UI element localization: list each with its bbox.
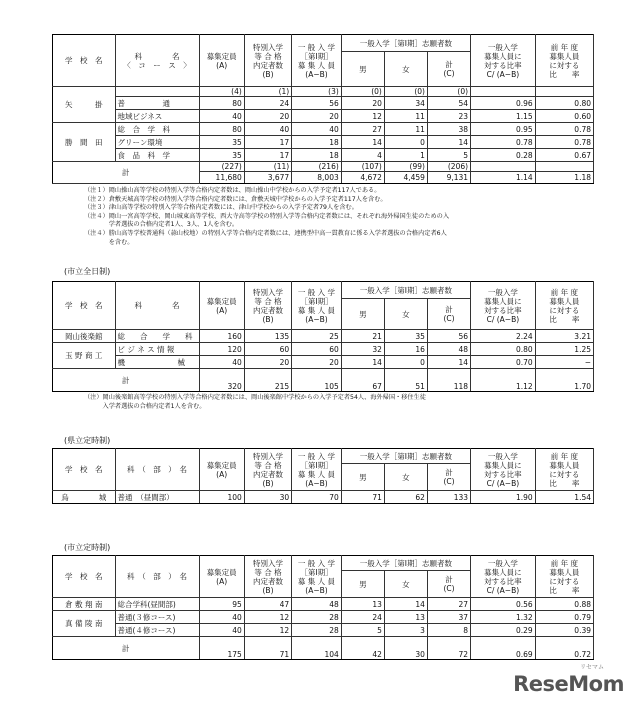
- sp-cell: 135: [244, 330, 291, 343]
- f-paren-cell: (0): [384, 87, 427, 97]
- school-name-cell: 矢 掛: [53, 87, 116, 123]
- f-cell: 0: [384, 136, 427, 149]
- cap-cell: 95: [199, 598, 244, 611]
- total-sp: 3,677: [244, 172, 291, 184]
- ratio-cell: 1.90: [471, 491, 536, 504]
- t-cell: 133: [427, 491, 470, 504]
- header-female: 女: [384, 464, 427, 491]
- total-prev: 1.70: [535, 369, 593, 392]
- header-female: 女: [384, 52, 427, 87]
- ratio-cell: [471, 87, 536, 97]
- total-cap: 320: [199, 369, 244, 392]
- m-cell: 32: [341, 343, 384, 356]
- course-cell: 総 合 学 科: [115, 123, 199, 136]
- m-cell: 14: [341, 356, 384, 369]
- school-name-cell: 烏 城: [53, 491, 116, 504]
- header-school: 学 校 名: [53, 35, 116, 87]
- header-special: 特別入学 等 合 格 内定者数 (B): [244, 282, 291, 330]
- ratio-cell: 0.29: [471, 624, 536, 637]
- t-cell: 27: [427, 598, 470, 611]
- prev-ratio-cell: [535, 87, 593, 97]
- t-cell: 37: [427, 611, 470, 624]
- header-male: 男: [341, 299, 384, 330]
- sp-cell: 47: [244, 598, 291, 611]
- table-row: [53, 491, 594, 504]
- cap-cell: 35: [199, 136, 244, 149]
- f-cell: 62: [384, 491, 427, 504]
- table-row: [53, 356, 594, 369]
- total-f: 30: [384, 637, 427, 660]
- cap-cell: 40: [199, 624, 244, 637]
- header-general: 一 般 入 学 ［第Ⅰ期］ 募 集 人 員 (A−B): [292, 556, 342, 598]
- header-female: 女: [384, 299, 427, 330]
- header-school: 学 校 名: [53, 449, 116, 491]
- sp-cell: 30: [244, 491, 291, 504]
- sp-cell: 60: [244, 343, 291, 356]
- total-t: 9,131: [427, 172, 470, 184]
- total-paren-f: (99): [384, 162, 427, 172]
- ratio-cell: 0.28: [471, 149, 536, 162]
- header-total: 計 (C): [427, 571, 470, 598]
- course-cell: 普通(４修コース): [115, 624, 199, 637]
- m-cell: 14: [341, 136, 384, 149]
- ratio-cell: 0.80: [471, 343, 536, 356]
- total-sp: 215: [244, 369, 291, 392]
- header-course: 科 （ 部 ） 名: [115, 556, 199, 598]
- cap-cell: 35: [199, 149, 244, 162]
- t-cell: 54: [427, 97, 470, 110]
- course-cell: 食 品 科 学: [115, 149, 199, 162]
- t-cell: 56: [427, 330, 470, 343]
- gen-cell: 18: [292, 136, 342, 149]
- f-cell: 3: [384, 624, 427, 637]
- sp-cell: 20: [244, 356, 291, 369]
- header-prev: 前 年 度 募集人員 に対する 比 率: [535, 282, 593, 330]
- school-name-cell: 岡山後楽館: [53, 330, 116, 343]
- gen-cell: 20: [292, 110, 342, 123]
- t-cell: 14: [427, 356, 470, 369]
- m-cell: 24: [341, 611, 384, 624]
- header-total: 計 (C): [427, 464, 470, 491]
- table-row: [53, 624, 594, 637]
- cap-cell: 160: [199, 330, 244, 343]
- school-name-cell: 勝 間 田: [53, 123, 116, 162]
- table-prefectural-fulltime: [52, 34, 594, 184]
- m-cell: 12: [341, 110, 384, 123]
- t-cell: 38: [427, 123, 470, 136]
- total-ratio: 1.12: [471, 369, 536, 392]
- t-cell: 48: [427, 343, 470, 356]
- total-m: 42: [341, 637, 384, 660]
- header-school: 学 校 名: [53, 282, 116, 330]
- course-cell: 普通(３修コース): [115, 611, 199, 624]
- m-cell: 20: [341, 97, 384, 110]
- m-cell: 13: [341, 598, 384, 611]
- cap-cell: 100: [199, 491, 244, 504]
- sp-cell: 17: [244, 149, 291, 162]
- gen-cell: 40: [292, 123, 342, 136]
- total-paren-prev: [535, 162, 593, 172]
- gen-cell: 28: [292, 611, 342, 624]
- total-label: 計: [53, 637, 200, 660]
- gen-cell: 18: [292, 149, 342, 162]
- cap-cell: 40: [199, 110, 244, 123]
- total-t: 118: [427, 369, 470, 392]
- total-ratio: 1.14: [471, 172, 536, 184]
- school-name-cell: 玉 野 商 工: [53, 343, 116, 369]
- table-row: [53, 330, 594, 343]
- table-city-parttime: [52, 555, 594, 660]
- table2-notes: （注）岡山後楽館高等学校の特別入学等合格内定者数には、岡山後楽館中学校からの入学予定者54人、海外帰国・移住生徒 入学者選抜の合格内定者1人を含む。: [84, 394, 426, 410]
- prev-cell: 0.79: [535, 611, 593, 624]
- section-label-city-fulltime: (市立全日制): [64, 267, 111, 276]
- prev-cell: 0.78: [535, 136, 593, 149]
- prev-cell: 3.21: [535, 330, 593, 343]
- gen-cell: 56: [292, 97, 342, 110]
- table-row: [53, 136, 594, 149]
- total-paren-cap: (227): [199, 162, 244, 172]
- total-prev: 0.72: [535, 637, 593, 660]
- ratio-cell: 0.70: [471, 356, 536, 369]
- m-paren-cell: (0): [341, 87, 384, 97]
- gen-cell: 28: [292, 624, 342, 637]
- sp-cell: 17: [244, 136, 291, 149]
- table-row: [53, 149, 594, 162]
- f-cell: 16: [384, 343, 427, 356]
- gen-cell: 48: [292, 598, 342, 611]
- ratio-cell: 0.56: [471, 598, 536, 611]
- total-row: [53, 162, 594, 172]
- t-cell: 5: [427, 149, 470, 162]
- course-cell: ビ ジ ネ ス 情 報: [115, 343, 199, 356]
- cap-cell: 80: [199, 97, 244, 110]
- total-cap: 11,680: [199, 172, 244, 184]
- header-general: 一 般 入 学 ［第Ⅰ期］ 募 集 人 員 (A−B): [292, 35, 342, 87]
- header-row: [53, 282, 594, 299]
- course-cell: グリーン環境: [115, 136, 199, 149]
- header-school: 学 校 名: [53, 556, 116, 598]
- gen-paren-cell: (3): [292, 87, 342, 97]
- ratio-cell: 0.96: [471, 97, 536, 110]
- m-cell: 5: [341, 624, 384, 637]
- header-ratio: 一般入学 募集人員に 対する比率 C/ (A−B): [471, 282, 536, 330]
- resemom-logo: ReseMom: [513, 672, 624, 696]
- ratio-cell: 1.15: [471, 110, 536, 123]
- t-cell: 23: [427, 110, 470, 123]
- total-f: 4,459: [384, 172, 427, 184]
- sp-paren-cell: (1): [244, 87, 291, 97]
- course-cell: 地域ビジネス: [115, 110, 199, 123]
- header-course: 科 名: [115, 282, 199, 330]
- table1-notes: （注１）岡山操山高等学校の特別入学等合格内定者数は、岡山操山中学校からの入学予定者117人である。 （注２）倉敷天城高等学校の特別入学等合格内定者数には、倉敷天城中学校からの入学予定者117人を含む。 （注３）津山高等学校の特別入学等合格内定者数には、津山中学校からの入学予定者79人を含む。 （注４）岡山一宮高等学校、岡山城東高等学校、西大寺高等学校の特別入学等合格内定者数には、それぞれ海外帰国生徒のための入 学者選抜の合格内定者1人、3人、1人を含む。 （注４）勝山高等学校普通科（蒜山校地）の特別入学等合格内定者数には、連携型中高一貫教育に係る入学者選抜の合格内定者6人 を含む。: [84, 187, 450, 246]
- total-paren-ratio: [471, 162, 536, 172]
- gen-cell: 60: [292, 343, 342, 356]
- total-label: 計: [53, 369, 200, 392]
- section-label-prefectural-parttime: (県立定時制): [64, 436, 111, 445]
- cap-cell: 40: [199, 611, 244, 624]
- prev-cell: 1.25: [535, 343, 593, 356]
- logo-subtext: リセマム: [580, 664, 604, 671]
- total-paren-sp: (11): [244, 162, 291, 172]
- total-label: 計: [53, 162, 200, 184]
- course-cell: 総 合 学 科: [115, 330, 199, 343]
- header-ratio: 一般入学 募集人員に 対する比率 C/ (A−B): [471, 35, 536, 87]
- table-row: [53, 598, 594, 611]
- total-f: 51: [384, 369, 427, 392]
- header-general: 一 般 入 学 ［第Ⅰ期］ 募 集 人 員 (A−B): [292, 449, 342, 491]
- m-cell: 27: [341, 123, 384, 136]
- prev-cell: 0.67: [535, 149, 593, 162]
- total-cap: 175: [199, 637, 244, 660]
- header-male: 男: [341, 52, 384, 87]
- gen-cell: 20: [292, 356, 342, 369]
- gen-cell: 70: [292, 491, 342, 504]
- school-name-cell: 真 備 陵 南: [53, 611, 116, 637]
- total-t: 72: [427, 637, 470, 660]
- header-course: 科 （ 部 ） 名: [115, 449, 199, 491]
- course-cell: 総合学科(昼間部): [115, 598, 199, 611]
- total-gen: 104: [292, 637, 342, 660]
- cap-cell: 40: [199, 356, 244, 369]
- t-cell: 8: [427, 624, 470, 637]
- ratio-cell: 0.78: [471, 136, 536, 149]
- table-city-fulltime: [52, 281, 594, 392]
- header-course: 科 名 〈 コ ー ス 〉: [115, 35, 199, 87]
- total-sp: 71: [244, 637, 291, 660]
- section-label-city-parttime: (市立定時制): [64, 543, 111, 552]
- header-total: 計 (C): [427, 52, 470, 87]
- total-m: 4,672: [341, 172, 384, 184]
- f-cell: 35: [384, 330, 427, 343]
- total-paren-m: (107): [341, 162, 384, 172]
- header-special: 特別入学 等 合 格 内定者数 (B): [244, 556, 291, 598]
- prev-cell: 0.39: [535, 624, 593, 637]
- total-row: [53, 369, 594, 392]
- cap-cell: 80: [199, 123, 244, 136]
- sp-cell: 12: [244, 624, 291, 637]
- header-capacity: 募集定員 (A): [199, 449, 244, 491]
- prev-cell: 0.78: [535, 123, 593, 136]
- header-ratio: 一般入学 募集人員に 対する比率 C/ (A−B): [471, 449, 536, 491]
- table-row: [53, 87, 594, 97]
- header-prev: 前 年 度 募集人員 に対する 比 率: [535, 449, 593, 491]
- header-ratio: 一般入学 募集人員に 対する比率 C/ (A−B): [471, 556, 536, 598]
- header-applicants: 一般入学［第Ⅰ期］志願者数: [341, 556, 470, 571]
- m-cell: 4: [341, 149, 384, 162]
- total-paren-gen: (216): [292, 162, 342, 172]
- total-m: 67: [341, 369, 384, 392]
- header-row: [53, 449, 594, 464]
- f-cell: 13: [384, 611, 427, 624]
- t-paren-cell: (0): [427, 87, 470, 97]
- header-row: [53, 556, 594, 571]
- cap-cell: 120: [199, 343, 244, 356]
- school-name-cell: 倉 敷 翔 南: [53, 598, 116, 611]
- course-cell: 普 通: [115, 97, 199, 110]
- header-prev: 前 年 度 募集人員 に対する 比 率: [535, 35, 593, 87]
- header-prev: 前 年 度 募集人員 に対する 比 率: [535, 556, 593, 598]
- total-prev: 1.18: [535, 172, 593, 184]
- table-row: [53, 343, 594, 356]
- header-capacity: 募集定員 (A): [199, 282, 244, 330]
- prev-cell: 0.60: [535, 110, 593, 123]
- total-ratio: 0.69: [471, 637, 536, 660]
- table-row: [53, 611, 594, 624]
- cap-paren-cell: (4): [199, 87, 244, 97]
- header-special: 特別入学 等 合 格 内定者数 (B): [244, 35, 291, 87]
- header-applicants: 一般入学［第Ⅰ期］志願者数: [341, 282, 470, 299]
- total-paren-t: (206): [427, 162, 470, 172]
- header-row: [53, 35, 594, 52]
- sp-cell: 40: [244, 123, 291, 136]
- course-cell: [115, 87, 199, 97]
- table-prefectural-parttime: [52, 448, 594, 504]
- t-cell: 14: [427, 136, 470, 149]
- ratio-cell: 2.24: [471, 330, 536, 343]
- header-male: 男: [341, 571, 384, 598]
- header-general: 一 般 入 学 ［第Ⅰ期］ 募 集 人 員 (A−B): [292, 282, 342, 330]
- header-total: 計 (C): [427, 299, 470, 330]
- header-capacity: 募集定員 (A): [199, 35, 244, 87]
- header-applicants: 一般入学［第Ⅰ期］志願者数: [341, 449, 470, 464]
- course-cell: 機 械: [115, 356, 199, 369]
- prev-cell: 0.80: [535, 97, 593, 110]
- header-applicants: 一般入学［第Ⅰ期］志願者数: [341, 35, 470, 52]
- header-special: 特別入学 等 合 格 内定者数 (B): [244, 449, 291, 491]
- ratio-cell: 1.32: [471, 611, 536, 624]
- sp-cell: 12: [244, 611, 291, 624]
- f-cell: 14: [384, 598, 427, 611]
- total-row: [53, 637, 594, 660]
- m-cell: 21: [341, 330, 384, 343]
- f-cell: 11: [384, 110, 427, 123]
- total-gen: 8,003: [292, 172, 342, 184]
- f-cell: 34: [384, 97, 427, 110]
- prev-cell: 1.54: [535, 491, 593, 504]
- table-row: [53, 97, 594, 110]
- header-male: 男: [341, 464, 384, 491]
- sp-cell: 20: [244, 110, 291, 123]
- header-capacity: 募集定員 (A): [199, 556, 244, 598]
- f-cell: 11: [384, 123, 427, 136]
- course-cell: 普通 （昼間部）: [115, 491, 199, 504]
- table-row: [53, 123, 594, 136]
- prev-cell: −: [535, 356, 593, 369]
- table-row: [53, 110, 594, 123]
- f-cell: 0: [384, 356, 427, 369]
- prev-cell: 0.88: [535, 598, 593, 611]
- sp-cell: 24: [244, 97, 291, 110]
- gen-cell: 25: [292, 330, 342, 343]
- total-gen: 105: [292, 369, 342, 392]
- m-cell: 71: [341, 491, 384, 504]
- ratio-cell: 0.95: [471, 123, 536, 136]
- header-female: 女: [384, 571, 427, 598]
- f-cell: 1: [384, 149, 427, 162]
